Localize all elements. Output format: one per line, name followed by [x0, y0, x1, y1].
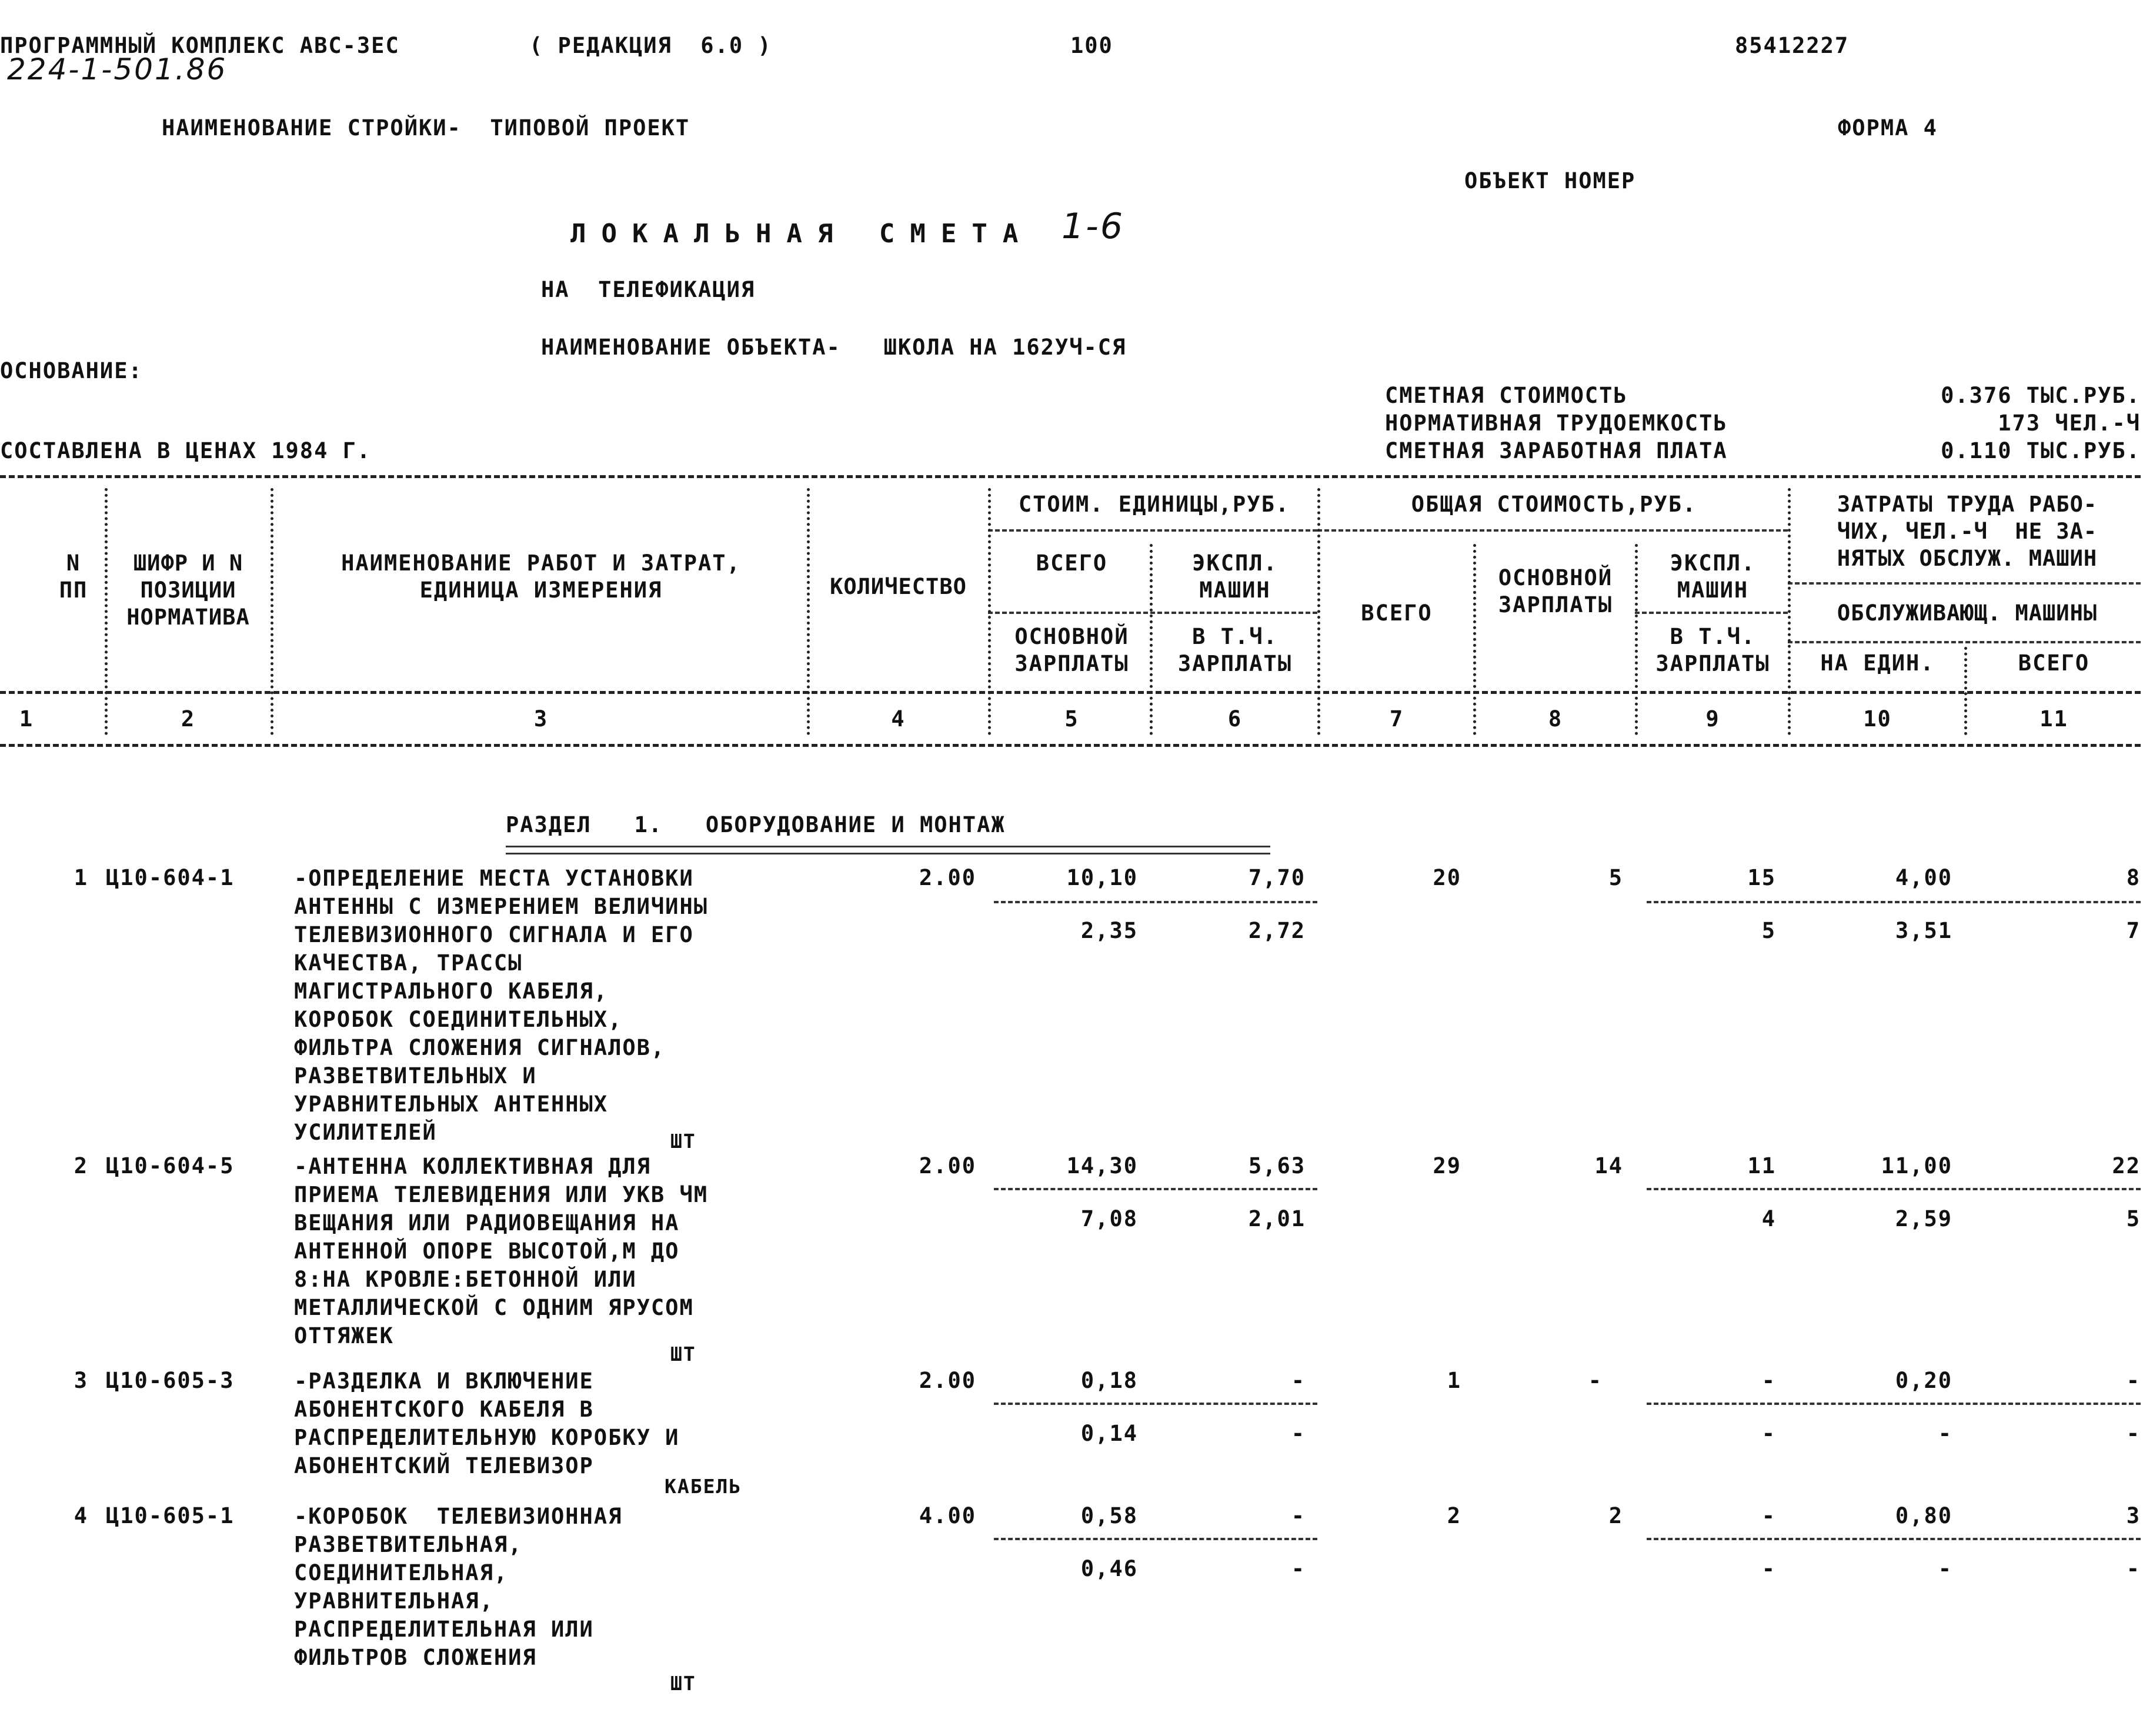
column-number: 10: [1863, 706, 1892, 732]
row-total-rule: [1647, 901, 2141, 903]
row-unit: ШТ: [670, 1130, 696, 1153]
row-code: Ц10-605-1: [106, 1503, 235, 1528]
col-sep: [988, 488, 991, 735]
object-name: НАИМЕНОВАНИЕ ОБЪЕКТА- ШКОЛА НА 162УЧ-СЯ: [541, 335, 1127, 360]
row-unit-wages: 7,08: [1080, 1206, 1138, 1231]
row-labor-service-total: 7: [2126, 918, 2141, 943]
row-unit-incl-wages: 2,01: [1248, 1206, 1306, 1231]
row-labor-unit: 11,00: [1881, 1153, 1952, 1179]
basis-label: ОСНОВАНИЕ:: [0, 358, 143, 383]
header-labor-service: ОБСЛУЖИВАЮЩ. МАШИНЫ: [1837, 600, 2098, 626]
object-number: ОБЪЕКТ НОМЕР: [1464, 168, 1636, 193]
row-labor-unit: 0,80: [1895, 1503, 1952, 1528]
row-code: Ц10-605-3: [106, 1368, 235, 1393]
row-total-wages: -: [1588, 1368, 1603, 1393]
row-total-wages: 5: [1608, 865, 1623, 890]
row-unit-rule: [994, 901, 1317, 903]
row-labor-service-unit: 3,51: [1895, 918, 1952, 943]
row-total-incl-wages: -: [1761, 1556, 1776, 1581]
column-number: 2: [181, 706, 196, 732]
page-number: 100: [1070, 33, 1113, 58]
section-title: РАЗДЕЛ 1. ОБОРУДОВАНИЕ И МОНТАЖ: [506, 812, 1006, 837]
column-number-rule: [0, 744, 2141, 747]
row-unit-rule: [994, 1538, 1317, 1540]
header-bottom-rule: [0, 691, 2141, 694]
row-labor-total: 8: [2126, 865, 2141, 890]
edition: ( РЕДАКЦИЯ 6.0 ): [529, 33, 772, 58]
row-unit: ШТ: [670, 1343, 696, 1366]
row-total-rule: [1647, 1538, 2141, 1540]
row-total-wages: 2: [1608, 1503, 1623, 1528]
row-unit-total: 10,10: [1066, 865, 1138, 890]
header-total-incl-wages: В Т.Ч. ЗАРПЛАТЫ: [1655, 624, 1770, 676]
row-quantity: 2.00: [919, 1153, 976, 1179]
row-unit-total: 0,58: [1080, 1503, 1138, 1528]
unit-cost-rule: [988, 529, 1317, 532]
row-total-machines: 15: [1747, 865, 1776, 890]
row-number: 1: [74, 865, 88, 890]
row-unit-wages: 2,35: [1080, 918, 1138, 943]
row-labor-total: 22: [2112, 1153, 2141, 1179]
row-unit-machines: 5,63: [1248, 1153, 1306, 1179]
row-labor-service-unit: -: [1938, 1421, 1952, 1446]
row-total-rule: [1647, 1188, 2141, 1190]
header-num: N ПП: [59, 550, 88, 603]
row-labor-unit: 4,00: [1895, 865, 1952, 890]
header-unit-wages: ОСНОВНОЙ ЗАРПЛАТЫ: [1014, 624, 1129, 676]
row-total-all: 20: [1433, 865, 1461, 890]
header-labor: ЗАТРАТЫ ТРУДА РАБО- ЧИХ, ЧЕЛ.-Ч НЕ ЗА- НЯТЫХ ОБСЛУЖ. МАШИН: [1837, 492, 2098, 571]
col-sep: [271, 488, 273, 735]
row-labor-total: 3: [2126, 1503, 2141, 1528]
doc-code: 85412227: [1735, 33, 1850, 58]
row-unit-rule: [994, 1188, 1317, 1190]
row-unit-wages: 0,14: [1080, 1421, 1138, 1446]
column-number: 11: [2039, 706, 2068, 732]
header-unit-total: ВСЕГО: [1036, 550, 1108, 576]
header-total-wages: ОСНОВНОЙ ЗАРПЛАТЫ: [1498, 565, 1613, 617]
summary-value-wages: 0.110 ТЫС.РУБ.: [1941, 438, 2141, 463]
summary-label-cost: СМЕТНАЯ СТОИМОСТЬ: [1385, 383, 1628, 408]
program-name: ПРОГРАММНЫЙ КОМПЛЕКС АВС-ЗЕС: [0, 33, 400, 58]
summary-value-labor: 173 ЧЕЛ.-Ч: [1998, 410, 2141, 436]
row-number: 4: [74, 1503, 88, 1528]
row-total-wages: 14: [1594, 1153, 1623, 1179]
column-number: 8: [1548, 706, 1563, 732]
row-unit-incl-wages: 2,72: [1248, 918, 1306, 943]
construction-label: НАИМЕНОВАНИЕ СТРОЙКИ- ТИПОВОЙ ПРОЕКТ: [162, 115, 690, 141]
row-unit-rule: [994, 1403, 1317, 1405]
row-unit-total: 14,30: [1066, 1153, 1138, 1179]
row-code: Ц10-604-1: [106, 865, 235, 890]
column-number: 9: [1705, 706, 1720, 732]
header-labor-total: ВСЕГО: [2018, 650, 2090, 676]
column-number: 5: [1064, 706, 1079, 732]
row-total-incl-wages: 5: [1761, 918, 1776, 943]
row-total-machines: 11: [1747, 1153, 1776, 1179]
row-unit-wages: 0,46: [1080, 1556, 1138, 1581]
row-code: Ц10-604-5: [106, 1153, 235, 1179]
row-description: -КОРОБОК ТЕЛЕВИЗИОННАЯ РАЗВЕТВИТЕЛЬНАЯ, СОЕДИНИТЕЛЬНАЯ, УРАВНИТЕЛЬНАЯ, РАСПРЕДЕЛИТЕЛЬНАЯ ИЛИ ФИЛЬТРОВ СЛОЖЕНИЯ: [294, 1504, 623, 1670]
summary-label-wages: СМЕТНАЯ ЗАРАБОТНАЯ ПЛАТА: [1385, 438, 1728, 463]
header-code: ШИФР И N ПОЗИЦИИ НОРМАТИВА: [126, 550, 250, 630]
header-description: НАИМЕНОВАНИЕ РАБОТ И ЗАТРАТ, ЕДИНИЦА ИЗМЕРЕНИЯ: [341, 550, 741, 603]
machines-mid-rule: [1635, 612, 1788, 614]
form-label: ФОРМА 4: [1838, 115, 1938, 141]
header-total-machines: ЭКСПЛ. МАШИН: [1670, 550, 1756, 603]
handwritten-code: 224-1-501.86: [7, 52, 228, 86]
header-total-all: ВСЕГО: [1361, 600, 1433, 626]
row-labor-unit: 0,20: [1895, 1368, 1952, 1393]
header-unit-incl-wages: В Т.Ч. ЗАРПЛАТЫ: [1177, 624, 1293, 676]
total-cost-rule: [1317, 529, 1788, 532]
labor-rule-2: [1788, 641, 2141, 643]
row-labor-total: -: [2126, 1368, 2141, 1393]
table-top-rule: [0, 475, 2141, 478]
row-unit-machines: -: [1291, 1368, 1306, 1393]
row-total-rule: [1647, 1403, 2141, 1405]
column-number: 4: [891, 706, 906, 732]
row-labor-service-unit: 2,59: [1895, 1206, 1952, 1231]
row-quantity: 2.00: [919, 865, 976, 890]
section-underline: [506, 846, 1270, 854]
row-labor-service-unit: -: [1938, 1556, 1952, 1581]
row-total-all: 29: [1433, 1153, 1461, 1179]
row-description: -ОПРЕДЕЛЕНИЕ МЕСТА УСТАНОВКИ АНТЕННЫ С ИЗМЕРЕНИЕМ ВЕЛИЧИНЫ ТЕЛЕВИЗИОННОГО СИГНАЛА И ЕГО КАЧЕСТВА, ТРАССЫ МАГИСТРАЛЬНОГО КАБЕЛЯ, КОРОБОК СОЕДИНИТЕЛЬНЫХ, ФИЛЬТРА СЛОЖЕНИЯ СИГНАЛОВ, РАЗВЕТВИТЕЛЬНЫХ И УРАВНИТЕЛЬНЫХ АНТЕННЫХ УСИЛИТЕЛЕЙ: [294, 866, 709, 1145]
header-total-cost: ОБЩАЯ СТОИМОСТЬ,РУБ.: [1411, 492, 1697, 517]
prices-basis: СОСТАВЛЕНА В ЦЕНАХ 1984 Г.: [0, 438, 372, 463]
header-unit-machines: ЭКСПЛ. МАШИН: [1192, 550, 1278, 603]
row-unit-machines: 7,70: [1248, 865, 1306, 890]
row-description: -РАЗДЕЛКА И ВКЛЮЧЕНИЕ АБОНЕНТСКОГО КАБЕЛЯ В РАСПРЕДЕЛИТЕЛЬНУЮ КОРОБКУ И АБОНЕНТСКИЙ ТЕЛЕВИЗОР: [294, 1368, 680, 1478]
estimate-subject: НА ТЕЛЕФИКАЦИЯ: [541, 277, 756, 302]
col-sep: [807, 488, 810, 735]
unit-cost-mid-rule: [988, 612, 1317, 614]
row-unit-incl-wages: -: [1291, 1556, 1306, 1581]
row-labor-service-total: 5: [2126, 1206, 2141, 1231]
row-number: 2: [74, 1153, 88, 1179]
summary-label-labor: НОРМАТИВНАЯ ТРУДОЕМКОСТЬ: [1385, 410, 1728, 436]
column-number: 1: [19, 706, 34, 732]
row-labor-service-total: -: [2126, 1421, 2141, 1446]
header-labor-per-unit: НА ЕДИН.: [1820, 650, 1935, 676]
row-unit: КАБЕЛЬ: [665, 1475, 742, 1498]
labor-rule-1: [1788, 582, 2141, 585]
header-unit-cost: СТОИМ. ЕДИНИЦЫ,РУБ.: [1018, 492, 1290, 517]
row-description: -АНТЕННА КОЛЛЕКТИВНАЯ ДЛЯ ПРИЕМА ТЕЛЕВИДЕНИЯ ИЛИ УКВ ЧМ ВЕЩАНИЯ ИЛИ РАДИОВЕЩАНИЯ НА АНТЕННОЙ ОПОРЕ ВЫСОТОЙ,М ДО 8:НА КРОВЛЕ:БЕТОННОЙ ИЛИ МЕТАЛЛИЧЕСКОЙ С ОДНИМ ЯРУСОМ ОТТЯЖЕК: [294, 1154, 709, 1348]
column-number: 6: [1227, 706, 1243, 732]
estimate-number: 1-6: [1062, 206, 1124, 247]
row-number: 3: [74, 1368, 88, 1393]
row-quantity: 4.00: [919, 1503, 976, 1528]
row-total-all: 2: [1447, 1503, 1461, 1528]
header-quantity: КОЛИЧЕСТВО: [830, 574, 967, 599]
column-number: 3: [533, 706, 549, 732]
row-total-machines: -: [1761, 1368, 1776, 1393]
estimate-title: ЛОКАЛЬНАЯ СМЕТА: [570, 219, 1034, 249]
row-total-incl-wages: -: [1761, 1421, 1776, 1446]
column-number: 7: [1389, 706, 1404, 732]
row-unit-machines: -: [1291, 1503, 1306, 1528]
row-total-machines: -: [1761, 1503, 1776, 1528]
row-total-all: 1: [1447, 1368, 1461, 1393]
row-labor-service-total: -: [2126, 1556, 2141, 1581]
row-quantity: 2.00: [919, 1368, 976, 1393]
row-unit-total: 0,18: [1080, 1368, 1138, 1393]
row-unit-incl-wages: -: [1291, 1421, 1306, 1446]
row-unit: ШТ: [670, 1672, 696, 1695]
summary-value-cost: 0.376 ТЫС.РУБ.: [1941, 383, 2141, 408]
row-total-incl-wages: 4: [1761, 1206, 1776, 1231]
